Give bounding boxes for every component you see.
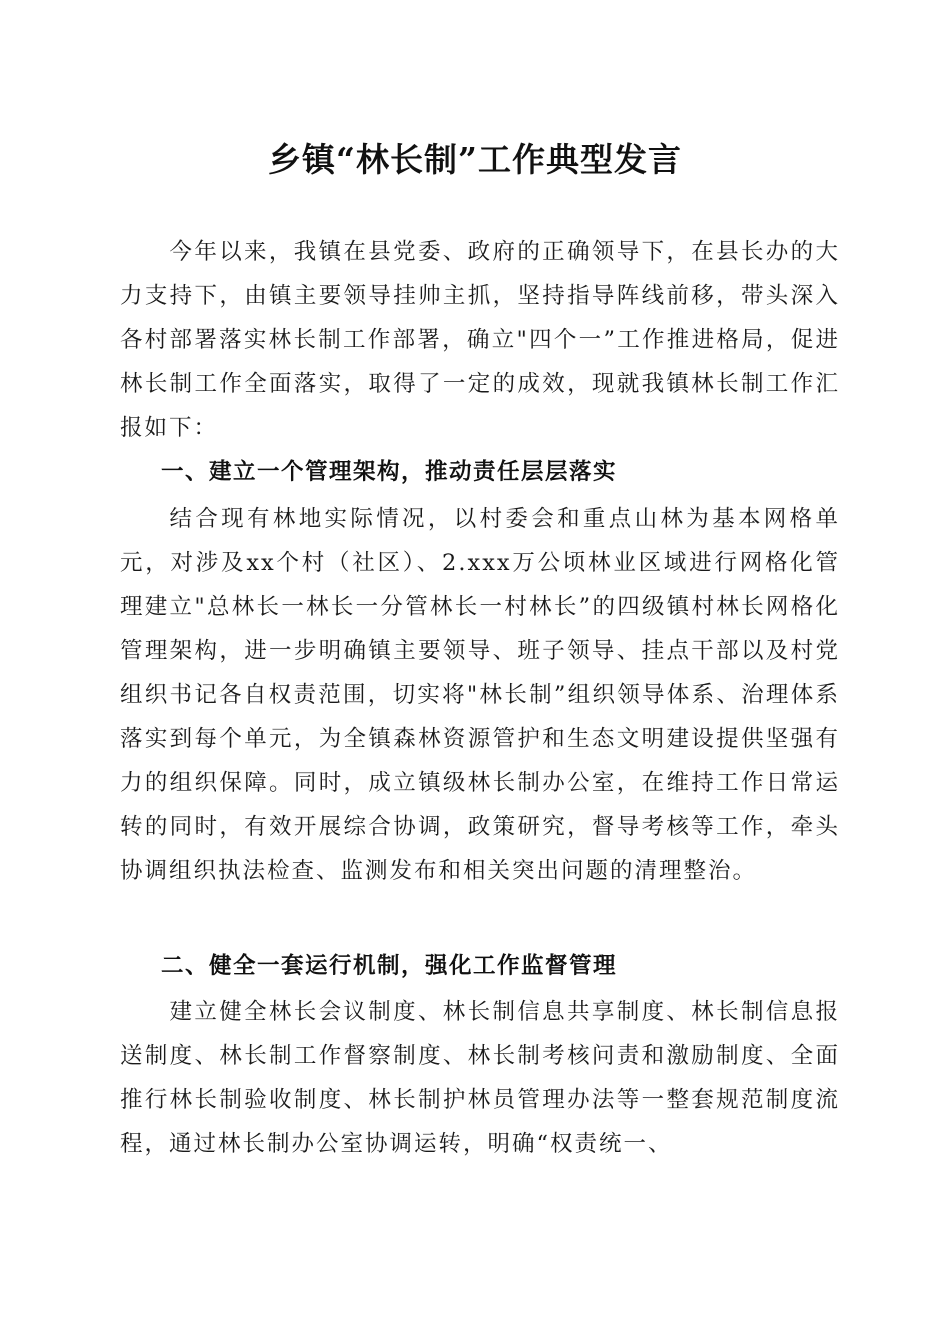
intro-text: 今年以来，我镇在县党委、政府的正确领导下，在县长办的大力支持下，由镇主要领导挂帅主抓，坚持指导阵线前移，带头深入各村部署落实林长制工作部署，确立"四个一”工作推进格局，促进林长制工作全面落实，取得了一定的成效，现就我镇林长制工作汇报如下： [120,239,840,441]
section-2-heading: 二、健全一套运行机制，强化工作监督管理 [161,953,618,979]
section-1-text: 结合现有林地实际情况，以村委会和重点山林为基本网格单元，对涉及xx个村（社区）、2.xxx万公顷林业区域进行网格化管理建立"总林长一林长一分管林长一村林长”的四级镇村林长网格化管理架构，进一步明确镇主要领导、班子领导、挂点干部以及村党组织书记各自权责范围，切实将"林长制”组织领导体系、治理体系落实到每个单元，为全镇森林资源管护和生态文明建设提供坚强有力的组织保障。同时，成立镇级林长制办公室，在维持工作日常运转的同时，有效开展综合协调，政策研究，督导考核等工作，牵头协调组织执法检查、监测发布和相关突出问题的清理整治。 [120,506,840,884]
section-1 [120,450,840,494]
document-title: 乡镇“林长制”工作典型发言 [268,140,682,179]
section-1-heading: 一、建立一个管理架构，推动责任层层落实 [161,459,618,485]
section-2-paragraph [120,990,840,1166]
intro-paragraph [120,230,840,450]
section-1-paragraph [120,497,840,893]
section-2 [120,944,840,988]
section-2-text: 建立健全林长会议制度、林长制信息共享制度、林长制信息报送制度、林长制工作督察制度、林长制考核问责和激励制度、全面推行林长制验收制度、林长制护林员管理办法等一整套规范制度流程，通过林长制办公室协调运转，明确“权责统一、 [120,999,840,1157]
